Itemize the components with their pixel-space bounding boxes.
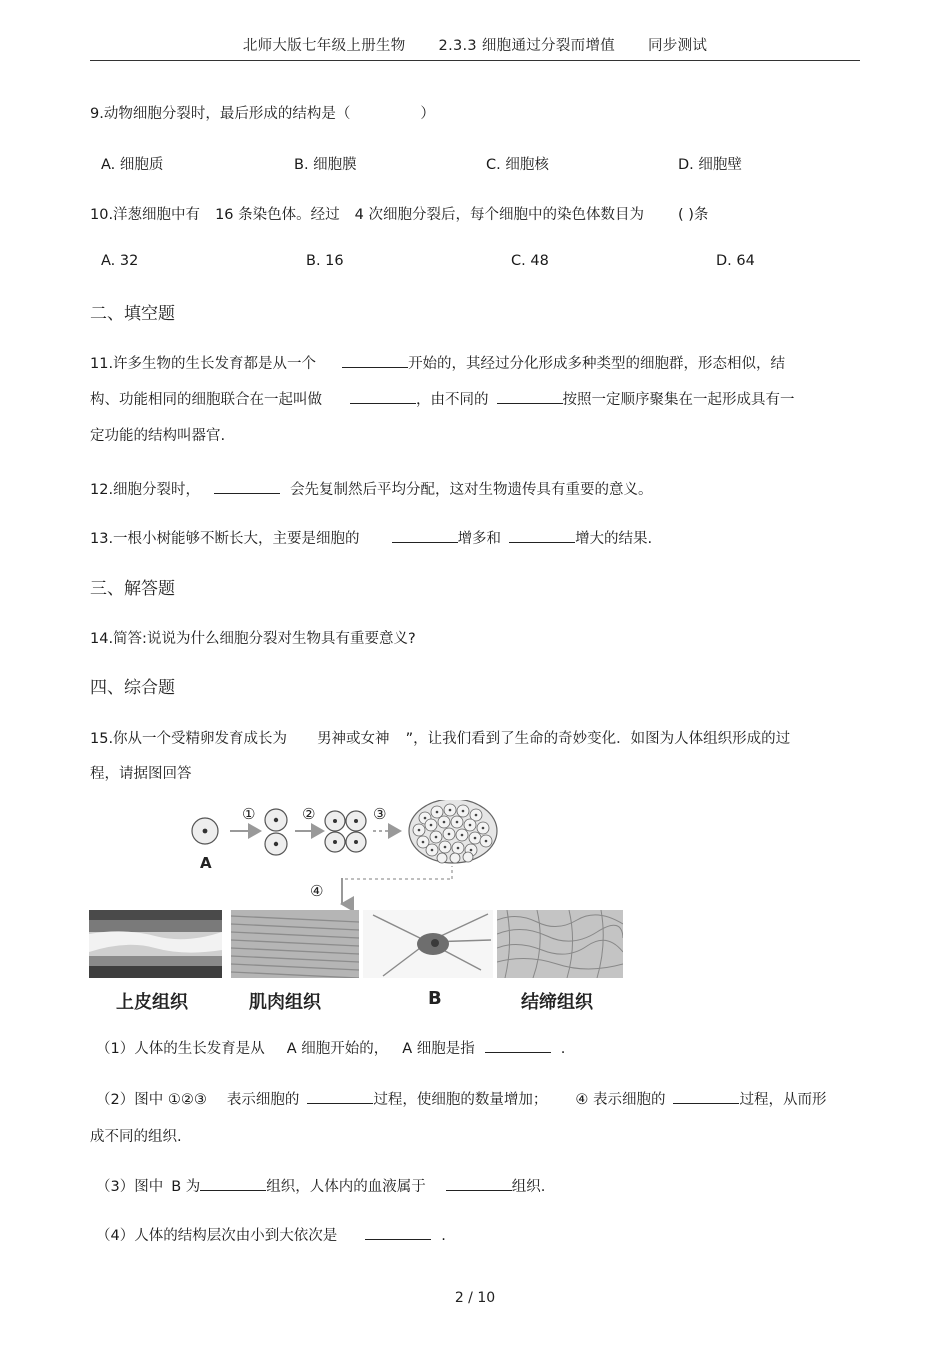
q15-sub2a: （2）图中 ①②③ [96, 1092, 207, 1108]
q15-sub2-blank-1[interactable] [307, 1088, 373, 1104]
q11-blank-3[interactable] [497, 388, 563, 404]
question-11-line1 [90, 352, 785, 373]
q10-p1: 10.洋葱细胞中有 [90, 207, 201, 223]
header-lesson: 2.3.3 细胞通过分裂而增值 [438, 38, 616, 54]
q15-sub2-cont: 成不同的组织. [90, 1129, 182, 1145]
caption-muscle: 肌肉组织 [249, 992, 321, 1013]
question-11-line3: 定功能的结构叫器官. [90, 428, 226, 444]
q15-sub4a: （4）人体的结构层次由小到大依次是 [96, 1228, 338, 1244]
q15-sub1b: A 细胞开始的， [286, 1041, 389, 1057]
q15-sub2b: 表示细胞的 [226, 1092, 300, 1108]
question-11-line2 [90, 388, 795, 409]
q11-blank-1[interactable] [342, 352, 408, 368]
q13-blank-1[interactable] [392, 527, 458, 543]
q15-sub1-blank[interactable] [485, 1037, 551, 1053]
section-answer-title: 三、解答题 [90, 579, 175, 599]
q15-sub3-blank-2[interactable] [446, 1175, 512, 1191]
step-label-4: ④ [310, 882, 324, 900]
q13-blank-2[interactable] [509, 527, 575, 543]
connective-tissue-image [497, 910, 623, 978]
q15-sub3d: 组织. [511, 1179, 546, 1195]
question-15-line2: 程，请据图回答 [90, 766, 192, 782]
q15-sub2c: 过程，使细胞的数量增加； [373, 1092, 548, 1108]
q11-l2b: ，由不同的 [416, 392, 489, 408]
q15-sub3c: 组织，人体内的血液属于 [266, 1179, 426, 1195]
q15-sub1a: （1）人体的生长发育是从 [96, 1041, 265, 1057]
q12-a: 12.细胞分裂时， [90, 482, 201, 498]
question-9-stem [90, 102, 435, 123]
q15-sub2d: ④ 表示细胞的 [575, 1092, 666, 1108]
q9-stem-b: ） [420, 106, 435, 122]
header-rule [90, 60, 860, 61]
q10-option-c[interactable]: C. 48 [511, 253, 549, 269]
q9-option-b[interactable]: B. 细胞膜 [294, 157, 357, 173]
q11-l1b: 开始的，其经过分化形成多种类型的细胞群，形态相似，结 [408, 356, 786, 372]
question-12 [90, 478, 653, 499]
section-fill-blank-title: 二、填空题 [90, 304, 175, 324]
q10-p3: 4 次细胞分裂后，每个细胞中的染色体数目为 [354, 207, 644, 223]
question-15-line1 [90, 727, 790, 748]
q11-l1a: 11.许多生物的生长发育都是从一个 [90, 356, 317, 372]
q15-sub2 [96, 1088, 826, 1109]
q10-p2: 16 条染色体。经过 [215, 207, 340, 223]
q13-b: 增多和 [457, 531, 502, 547]
q11-l2c: 按照一定顺序聚集在一起形成具有一 [562, 392, 795, 408]
q11-l2a: 构、功能相同的细胞联合在一起叫做 [90, 392, 322, 408]
q13-a: 13.一根小树能够不断长大，主要是细胞的 [90, 531, 360, 547]
q15-l1b: 男神或女神 [317, 731, 390, 747]
header-book: 北师大版七年级上册生物 [242, 38, 406, 54]
step-label-2: ② [302, 805, 316, 823]
q9-option-a[interactable]: A. 细胞质 [101, 157, 164, 173]
step-label-3: ③ [373, 805, 387, 823]
section-comprehensive-title: 四、综合题 [90, 678, 175, 698]
epithelial-tissue-image [89, 910, 222, 978]
q15-sub1 [96, 1037, 565, 1058]
q15-l1a: 15.你从一个受精卵发育成长为 [90, 731, 288, 747]
q15-sub3a: （3）图中 [96, 1179, 164, 1195]
q11-blank-2[interactable] [350, 388, 416, 404]
question-13 [90, 527, 652, 548]
q10-option-d[interactable]: D. 64 [716, 253, 755, 269]
q15-sub2-blank-2[interactable] [673, 1088, 739, 1104]
question-14: 14.简答:说说为什么细胞分裂对生物具有重要意义? [90, 631, 416, 647]
q15-sub3b: B 为 [171, 1179, 201, 1195]
q13-c: 增大的结果. [575, 531, 653, 547]
q12-b: 会先复制然后平均分配，这对生物遗传具有重要的意义。 [290, 482, 653, 498]
cell-a-label: A [200, 854, 212, 872]
page-number: 2 / 10 [454, 1290, 496, 1306]
q12-blank[interactable] [214, 478, 280, 494]
nerve-tissue-image [363, 910, 493, 978]
q10-option-b[interactable]: B. 16 [306, 253, 344, 269]
q15-sub4 [96, 1224, 446, 1245]
q15-sub3-blank-1[interactable] [200, 1175, 266, 1191]
q9-stem-a: 9.动物细胞分裂时，最后形成的结构是（ [90, 106, 351, 122]
question-10-stem [90, 203, 708, 224]
cell-division-diagram [180, 800, 510, 910]
q15-l1c: ”，让我们看到了生命的奇妙变化．如图为人体组织形成的过 [405, 731, 791, 747]
caption-epithelial: 上皮组织 [116, 992, 188, 1013]
muscle-tissue-image [231, 910, 359, 978]
page-header [0, 34, 950, 55]
q10-p4: ( )条 [677, 207, 709, 223]
q9-option-d[interactable]: D. 细胞壁 [678, 157, 742, 173]
q15-sub3 [96, 1175, 545, 1196]
q9-option-c[interactable]: C. 细胞核 [486, 157, 549, 173]
q15-sub1d: . [560, 1041, 566, 1057]
caption-b: B [428, 988, 442, 1009]
q15-sub4b: . [441, 1228, 446, 1244]
caption-connective: 结缔组织 [521, 992, 593, 1013]
header-tag: 同步测试 [647, 38, 708, 54]
q15-sub2e: 过程，从而形 [739, 1092, 827, 1108]
step-label-1: ① [242, 805, 256, 823]
q10-option-a[interactable]: A. 32 [101, 253, 139, 269]
q15-sub4-blank[interactable] [365, 1224, 431, 1240]
q15-sub1c: A 细胞是指 [402, 1041, 475, 1057]
